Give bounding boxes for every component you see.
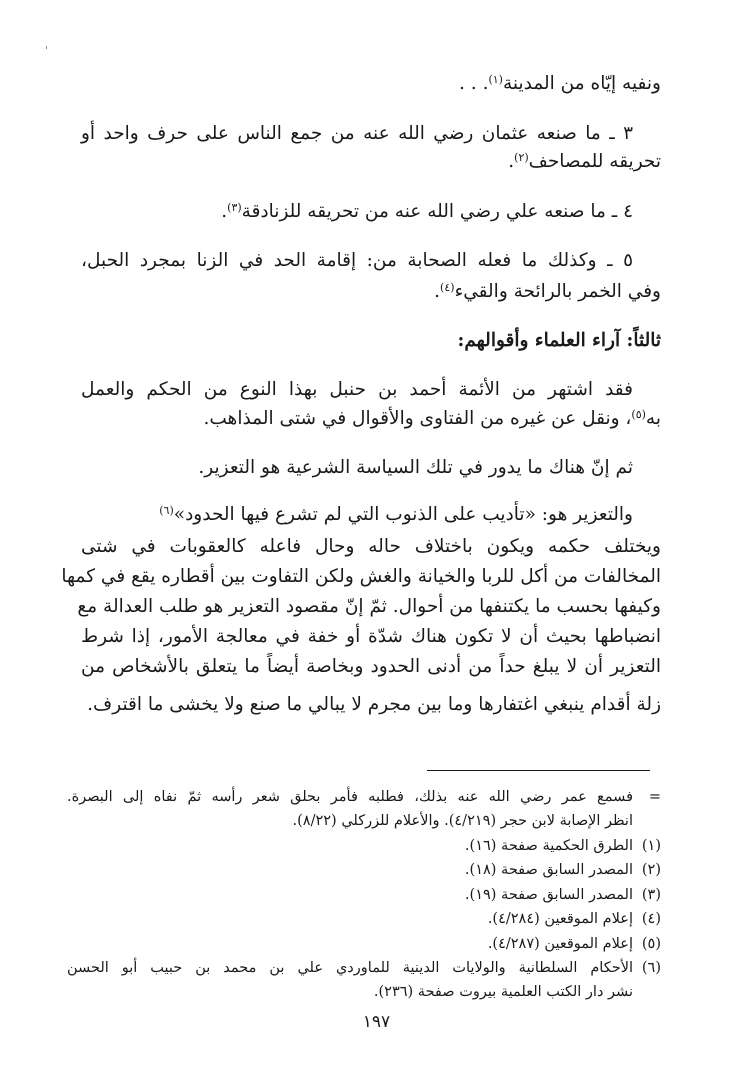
footnote-ref: (٣) xyxy=(227,201,242,214)
body-line: زلة أقدام ينبغي اغتفارها وما بين مجرم لا يبالي ما صنع ولا يخشى ما اقترف. xyxy=(87,694,661,715)
body-line: ٣ ـ ما صنعه عثمان رضي الله عنه من جمع الناس على حرف واحد أو xyxy=(81,123,633,144)
body-line: به$^{(٥)}$، ونقل عن غيره من الفتاوى والأقوال في شتى المذاهب. xyxy=(203,408,661,429)
body-line: المخالفات من أكل للربا والخيانة والغش ولكن التفاوت بين أقطاره يقع في كمها xyxy=(61,566,661,587)
section-heading: ثالثاً: آراء العلماء وأقوالهم: xyxy=(457,330,661,351)
body-line: ثم إنّ هناك ما يدور في تلك السياسة الشرعية هو التعزير. xyxy=(198,457,633,478)
footnote-ref: (١) xyxy=(488,73,503,86)
footnote-separator xyxy=(427,770,650,771)
footnote-ref: (٦) xyxy=(159,504,174,517)
body-line: وفي الخمر بالرائحة والقيء$^{(٤)}$. xyxy=(434,281,661,302)
body-line: التعزير أن لا يبلغ حداً من أدنى الحدود وبخاصة أيضاً ما يتعلق بالأشخاص من xyxy=(81,656,661,677)
footnote-ref: (٥) xyxy=(631,408,646,421)
body-line: ونفيه إيّاه من المدينة$^{(١)}$. . . xyxy=(459,73,661,94)
body-line: فقد اشتهر من الأئمة أحمد بن حنبل بهذا النوع من الحكم والعمل xyxy=(81,379,634,400)
body-line: ويختلف حكمه ويكون باختلاف حاله وحال فاعله كالعقوبات في شتى xyxy=(81,536,661,557)
page-number: ١٩٧ xyxy=(362,1012,391,1032)
scan-mark xyxy=(46,46,47,49)
body-line: تحريقه للمصاحف$^{(٢)}$. xyxy=(508,151,661,172)
footnote-ref: (٢) xyxy=(514,151,529,164)
book-page: ونفيه إيّاه من المدينة$^{(١)}$. . . ٣ ـ ما صنعه عثمان رضي الله عنه من جمع الناس على حرف واحد أو تحريقه للمصاحف$^{(٢)}$. ٤ ـ ما صنعه علي رضي الله عنه من تحريقه للزنادقة$^{(٣)}$. ٥ ـ وكذلك ما فعله الصحابة من: إقامة الحد في الزنا بمجرد الحبل، وفي الخمر بالرائحة والقيء$^{(٤)}$. ثالثاً: آراء العلماء وأقوالهم: فقد اشتهر من الأئمة أحمد بن حنبل بهذا النوع من الحكم والعمل به$^{(٥)}$، ونقل عن غيره من الفتاوى والأقوال في شتى المذاهب. ثم إنّ هناك ما يدور في تلك السياسة الشرعية هو التعزير. والتعزير هو: «تأديب على الذنوب التي لم تشرع فيها الحدود»$^{(٦)}$ ويختلف حكمه ويكون باختلاف حاله وحال فاعله كالعقوبات في شتى المخالفات من أكل للربا والخيانة والغش ولكن التفاوت بين أقطاره يقع في كمها وكيفها بحسب ما يكتنفها من أحوال. ثمّ إنّ مقصود التعزير هو طلب العدالة مع انضباطها بحيث أن لا تكون هناك شدّة أو خفة في معالجة الأمور، إذا شرط التعزير أن لا يبلغ حداً من أدنى الحدود وبخاصة أيضاً ما يتعلق بالأشخاص من زلة أقدام ينبغي اغتفارها وما بين مجرم لا يبالي ما صنع ولا يخشى ما اقترف. = فسمع عمر رضي الله عنه بذلك، فطلبه فأمر بحلق شعر رأسه ثمّ نفاه إلى البصرة. انظر الإصابة لابن حجر (٤/٢١٩). والأعلام للزركلي (٨/٢٢). (١) الطرق الحكمية صفحة (١٦). (٢) المصدر السابق صفحة (١٨). (٣) المصدر السابق صفحة (١٩). (٤) إعلام الموقعين (٤/٢٨٤). (٥) إعلام الموقعين (٤/٢٨٧). (٦) الأحكام السلطانية والولايات الدينية للماوردي علي بن محمد بن حبيب أبو الحسن نشر دار الكتب العلمية بيروت صفحة (٢٣٦). ١٩٧ xyxy=(0,0,753,1088)
body-line: وكيفها بحسب ما يكتنفها من أحوال. ثمّ إنّ مقصود التعزير هو طلب العدالة مع xyxy=(77,596,661,617)
body-line: ٤ ـ ما صنعه علي رضي الله عنه من تحريقه للزنادقة$^{(٣)}$. xyxy=(221,201,633,222)
footnote-ref: (٤) xyxy=(440,281,455,294)
body-line: ٥ ـ وكذلك ما فعله الصحابة من: إقامة الحد في الزنا بمجرد الحبل، xyxy=(81,250,633,271)
body-line: انضباطها بحيث أن لا تكون هناك شدّة أو خفة في معالجة الأمور، إذا شرط xyxy=(81,626,661,647)
body-line: والتعزير هو: «تأديب على الذنوب التي لم تشرع فيها الحدود»$^{(٦)}$ xyxy=(159,504,633,525)
